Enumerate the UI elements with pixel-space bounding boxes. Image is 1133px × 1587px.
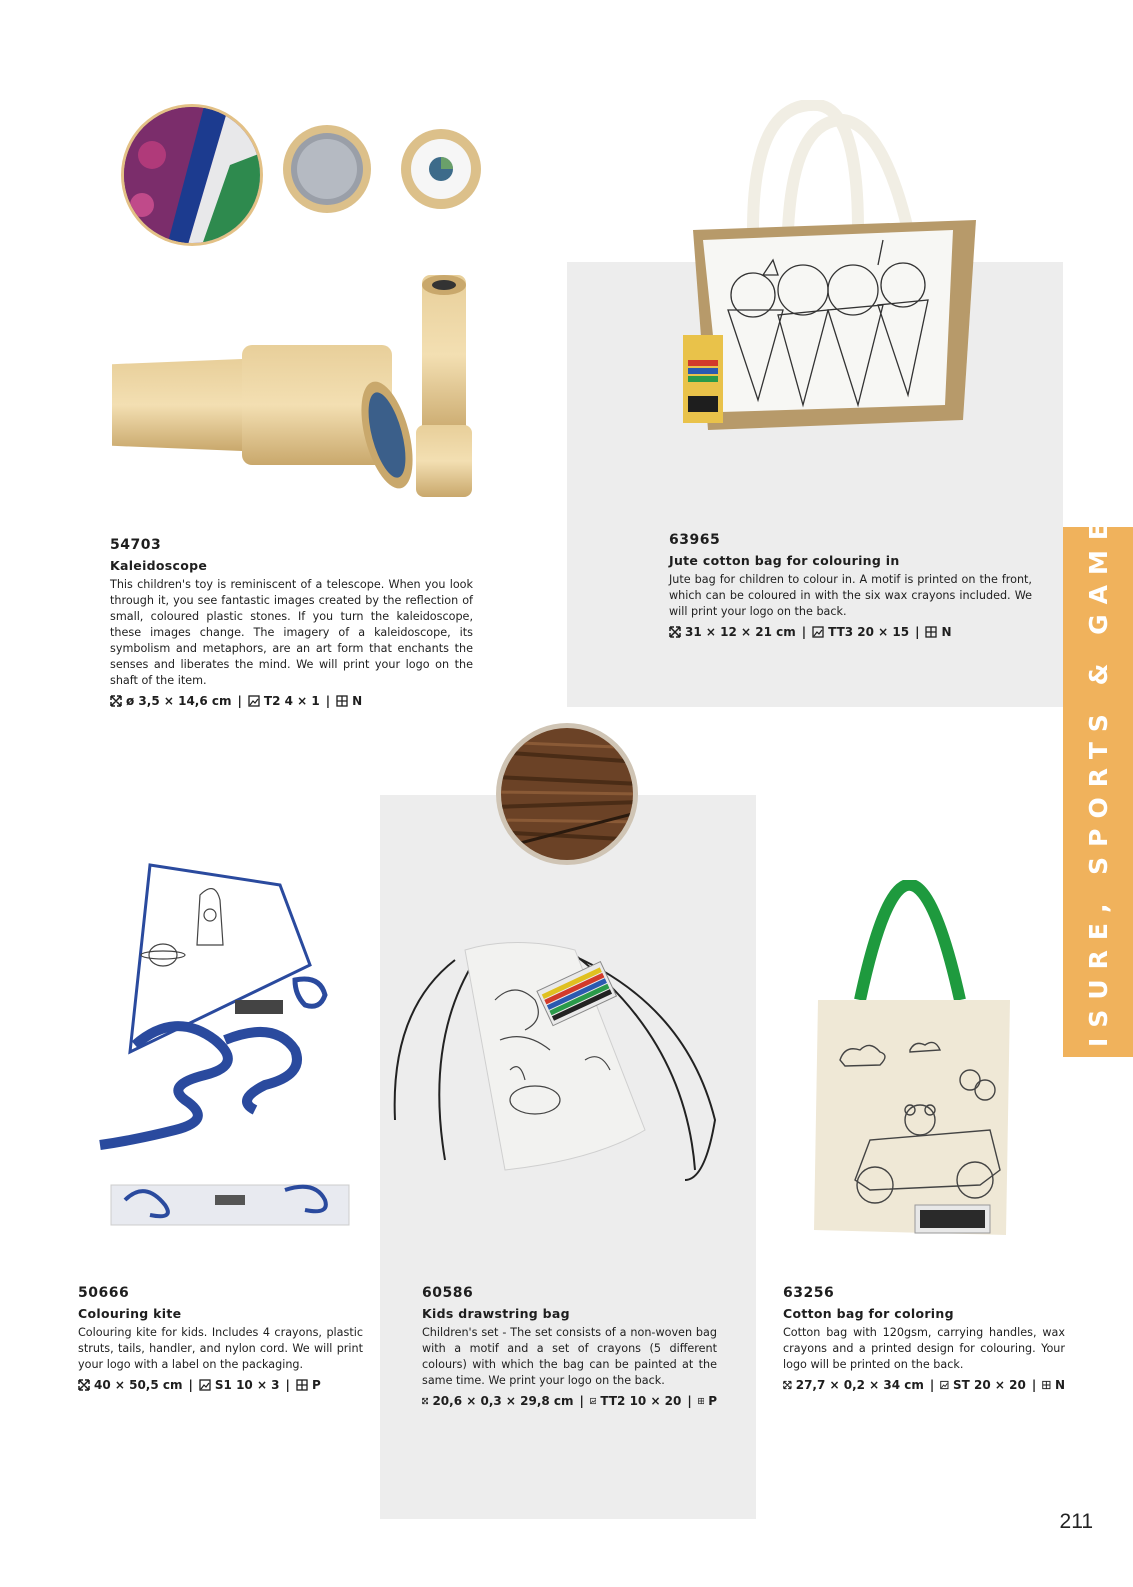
separator: |	[929, 1378, 935, 1392]
product-title: Cotton bag for coloring	[783, 1306, 954, 1321]
product-title: Colouring kite	[78, 1306, 182, 1321]
product-specs	[422, 1394, 717, 1408]
product-code: 63965	[669, 532, 721, 548]
product-size: 20,6 × 0,3 × 29,8 cm	[432, 1394, 574, 1408]
separator: |	[1031, 1378, 1037, 1392]
dimensions-icon	[669, 626, 681, 638]
separator: |	[285, 1378, 290, 1392]
print-area-icon	[590, 1395, 596, 1407]
product-description: Colouring kite for kids. Includes 4 crayons, plastic struts, tails, handler, and nylon cord. We will print your logo with a label on the packaging.	[78, 1326, 363, 1371]
product-code: 50666	[78, 1285, 130, 1301]
product-50666	[78, 1285, 363, 1392]
product-size: ø 3,5 × 14,6 cm	[126, 694, 232, 708]
packaging-icon	[925, 626, 937, 638]
print-area-icon	[248, 695, 260, 707]
product-code: 63256	[783, 1285, 835, 1301]
separator: |	[687, 1394, 692, 1408]
dimensions-icon	[422, 1395, 428, 1407]
product-packaging: N	[1054, 1378, 1065, 1392]
product-title: Kaleidoscope	[110, 558, 208, 573]
packaging-icon	[336, 695, 348, 707]
print-area-icon	[940, 1379, 949, 1391]
separator: |	[915, 625, 920, 639]
separator: |	[188, 1378, 193, 1392]
product-code: 60586	[422, 1285, 474, 1301]
product-size: 31 × 12 × 21 cm	[685, 625, 796, 639]
packaging-icon	[296, 1379, 308, 1391]
jute-bag-image	[683, 100, 988, 430]
dimensions-icon	[78, 1379, 90, 1391]
separator: |	[579, 1394, 584, 1408]
product-54703	[110, 537, 473, 708]
separator: |	[801, 625, 807, 639]
product-print: TT3 20 × 15	[828, 625, 910, 639]
product-print: S1 10 × 3	[214, 1378, 280, 1392]
print-area-icon	[812, 626, 824, 638]
separator: |	[325, 694, 331, 708]
product-63965	[669, 532, 1032, 639]
product-title: Kids drawstring bag	[422, 1306, 570, 1321]
kaleidoscope-detail-image	[112, 95, 492, 515]
product-code: 54703	[110, 537, 162, 553]
dimensions-icon	[110, 695, 122, 707]
product-packaging: N	[941, 625, 952, 639]
product-packaging: P	[708, 1394, 718, 1408]
product-specs	[110, 694, 473, 708]
product-description: Jute bag for children to colour in. A motif is printed on the front, which can be coloured in with the six wax crayons included. We will print your logo on the back.	[669, 573, 1032, 618]
product-63256	[783, 1285, 1065, 1392]
product-title: Jute cotton bag for colouring in	[669, 553, 900, 568]
product-print: TT2 10 × 20	[600, 1394, 682, 1408]
product-specs	[669, 625, 1032, 639]
cotton-bag-image	[810, 880, 1020, 1250]
product-60586	[422, 1285, 717, 1408]
kite-image	[95, 860, 365, 1260]
product-packaging: P	[311, 1378, 321, 1392]
drawstring-bag-image	[385, 920, 730, 1230]
product-print: T2 4 × 1	[263, 694, 320, 708]
dimensions-icon	[783, 1379, 792, 1391]
product-packaging: N	[352, 694, 363, 708]
category-label: LEISURE, SPORTS & GAMES	[1083, 484, 1113, 1100]
page-number: 211	[1059, 1510, 1093, 1533]
print-area-icon	[199, 1379, 211, 1391]
packaging-icon	[698, 1395, 704, 1407]
packaging-icon	[1042, 1379, 1051, 1391]
product-description: This children's toy is reminiscent of a telescope. When you look through it, you see fantastic images created by the reflection of small, coloured plastic stones. If you turn the kaleidoscope, these images change. The imagery of a kaleidoscope, its symbolism and metaphors, are an art form that enchants the senses and liberates the mind. We will print your logo on the shaft of the item.	[110, 578, 473, 687]
product-description: Children's set - The set consists of a non-woven bag with a motif and a set of crayons (5 different colours) with which the bag can be painted at the same time. We print your logo on the back.	[422, 1326, 717, 1387]
product-size: 27,7 × 0,2 × 34 cm	[795, 1378, 924, 1392]
product-size: 40 × 50,5 cm	[94, 1378, 183, 1392]
product-print: ST 20 × 20	[953, 1378, 1026, 1392]
wood-texture-detail-image	[495, 722, 640, 867]
product-description: Cotton bag with 120gsm, carrying handles, wax crayons and a printed design for colouring. Your logo will be printed on the back.	[783, 1326, 1065, 1371]
separator: |	[237, 694, 242, 708]
product-specs	[783, 1378, 1065, 1392]
product-specs	[78, 1378, 363, 1392]
category-side-tab	[1063, 484, 1133, 1100]
